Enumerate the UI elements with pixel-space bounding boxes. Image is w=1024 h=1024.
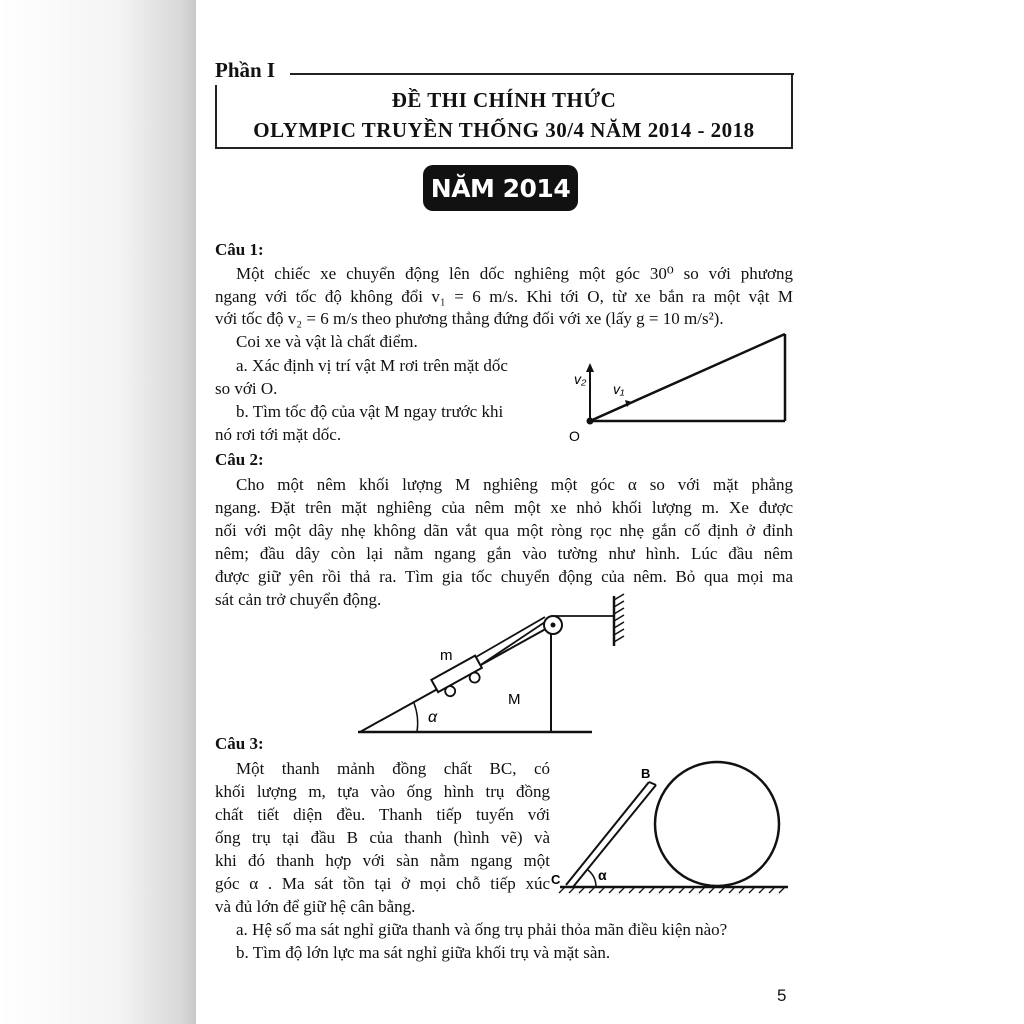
page-number: 5 (777, 986, 787, 1005)
q2-line-2: ngang. Đặt trên mặt nghiêng của nêm một xe nhỏ khối lượng m. Xe được (215, 498, 793, 517)
point-B-label: B (641, 766, 651, 781)
q2-line-4: nêm; đầu dây còn lại nằm ngang gắn vào tường như hình. Lúc đầu nêm (215, 544, 793, 563)
q3-line-5: khi đó thanh hợp với sàn nằm ngang một (215, 851, 550, 870)
q1-line-7: b. Tìm tốc độ của vật M ngay trước khi (236, 402, 504, 421)
mass-m-label: m (440, 647, 453, 664)
q2-line-6: sát cản trở chuyển động. (215, 590, 382, 609)
alpha-arc-q3 (588, 870, 596, 887)
q3-line-3: chất tiết diện đều. Thanh tiếp tuyến với (215, 805, 550, 824)
year-badge: NĂM 2014 (423, 165, 578, 211)
q1-line-4: Coi xe và vật là chất điểm. (236, 332, 418, 351)
q1-line-8: nó rơi tới mặt dốc. (215, 425, 342, 444)
rod (566, 782, 656, 887)
origin-label: O (569, 428, 580, 444)
q2-line-1: Cho một nêm khối lượng M nghiêng một góc α so với mặt phẳng (236, 475, 793, 494)
q1-line-1: Một chiếc xe chuyển động lên dốc nghiêng một góc 30⁰ so với phương (236, 264, 793, 283)
point-C-label: C (551, 872, 561, 887)
q1-line-6: so với O. (215, 379, 278, 398)
alpha-label-q3: α (598, 867, 607, 883)
title-line-2: OLYMPIC TRUYỀN THỐNG 30/4 NĂM 2014 - 2018 (253, 118, 755, 142)
q2-line-3: nối với một dây nhẹ không dãn vắt qua một ròng rọc nhẹ gắn cố định ở đỉnh (215, 521, 793, 540)
v2-label: v₂ (574, 371, 587, 387)
q3-line-4: ống trụ tại đầu B của thanh (hình vẽ) và (215, 828, 550, 847)
q1-line-5: a. Xác định vị trí vật M rơi trên mặt dốc (236, 356, 508, 375)
v1-label: v₁ (613, 381, 625, 397)
q1-line-3: với tốc độ v₂ = 6 m/s theo phương thẳng đứng đối với xe (lấy g = 10 m/s²). (215, 309, 724, 328)
q3-line-8: a. Hệ số ma sát nghỉ giữa thanh và ống trụ phải thỏa mãn điều kiện nào? (236, 920, 728, 939)
q2-heading: Câu 2: (215, 450, 264, 469)
cylinder (655, 762, 779, 886)
part-label: Phần I (215, 58, 276, 82)
q3-line-1: Một thanh mảnh đồng chất BC, có (236, 759, 550, 778)
title-line-1: ĐỀ THI CHÍNH THỨC (391, 88, 617, 112)
q3-line-7: và đủ lớn để giữ hệ cân bằng. (215, 897, 416, 916)
q1-line-2: ngang với tốc độ không đổi v₁ = 6 m/s. Khi tới O, từ xe bắn ra một vật M (215, 287, 793, 306)
q2-line-5: được giữ yên rồi thả ra. Tìm gia tốc chuyển động của nêm. Bỏ qua mọi ma (215, 567, 793, 586)
q3-heading: Câu 3: (215, 734, 264, 753)
q3-line-6: góc α . Ma sát tồn tại ở mọi chỗ tiếp xúc (215, 874, 550, 893)
q1-heading: Câu 1: (215, 240, 264, 259)
alpha-label: α (428, 709, 438, 726)
mass-M-label: M (508, 691, 521, 708)
q3-line-2: khối lượng m, tựa vào ống hình trụ đồng (215, 782, 550, 801)
q3-line-9: b. Tìm độ lớn lực ma sát nghỉ giữa khối trụ và mặt sàn. (236, 943, 611, 962)
